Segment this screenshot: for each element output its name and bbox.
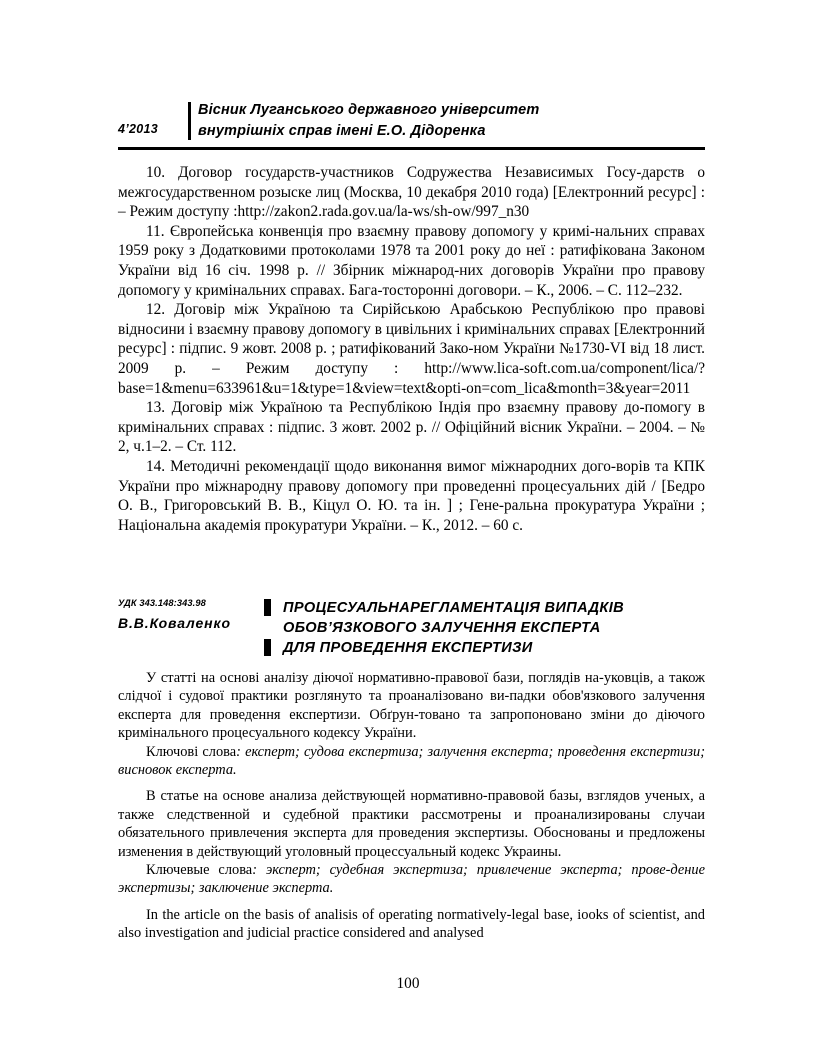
article-title	[283, 598, 703, 658]
title-decoration-bars	[264, 598, 276, 658]
author-name: В.В.Коваленко	[118, 615, 231, 631]
reference-item: 12. Договір між Україною та Сирійською Арабською Республікою про правові відносини і взаємну правову допомогу в цивільних і кримінальних справах [Електронний ресурс] : підпис. 9 жовт. 2008 р. ; ратифікований Зако-ном України №1730-VI від 18 лист. 2009 р. – Режим доступу : http://www.lica-soft.com.ua/component/lica/?base=1&menu=633961&u=1&type=1&view=text&opti-on=com_lica&month=3&year=2011	[118, 301, 705, 397]
reference-item: 10. Договор государств-участников Содружества Независимых Госу-дарств о межгосударственном розыске лиц (Москва, 10 декабря 2010 года) [Електронний ресурс] : – Режим доступу :http://zakon2.rada.gov.ua/la-ws/sh-ow/997_n30	[118, 164, 705, 221]
reference-list	[118, 163, 705, 535]
keywords-russian	[118, 861, 705, 898]
header-divider-bar	[188, 102, 191, 140]
reference-item: 13. Договір між Україною та Республікою Індія про взаємну правову до-помогу в кримінальних справах : підпис. 3 жовт. 2002 р. // Офіційний вісник України. – 2004. – № 2, ч.1–2. – Ст. 112.	[118, 399, 705, 456]
article-title-line3: ДЛЯ ПРОВЕДЕННЯ ЕКСПЕРТИЗИ	[283, 640, 533, 656]
header-rule	[118, 147, 705, 150]
article-title-line2: ОБОВ’ЯЗКОВОГО ЗАЛУЧЕННЯ ЕКСПЕРТА	[283, 620, 601, 636]
page-number: 100	[396, 975, 420, 992]
title-bar-icon	[264, 639, 271, 656]
article-header	[118, 598, 705, 660]
udc-code: УДК 343.148:343.98	[118, 598, 206, 608]
journal-title	[198, 100, 539, 142]
keywords-russian-list: : эксперт; судебная экспертиза; привлечение эксперта; прове-дение экспертизы; заключение эксперта.	[118, 862, 705, 897]
spacer	[118, 779, 705, 787]
title-bar-icon	[264, 599, 271, 616]
journal-title-line2: внутрішніх справ імені Е.О. Дідоренка	[198, 123, 486, 139]
abstract-ukrainian: У статті на основі аналізу діючої нормативно-правової бази, поглядів на-уковців, а також слідчої і судової практики розглянуто та проаналізовано ви-падки обов'язкового залучення експерта для проведення експертизи. Обґрун-товано та запропоновано зміни до діючого кримінального процесуального кодексу України.	[118, 670, 705, 742]
keywords-ukrainian-label: Ключові слова	[146, 743, 237, 760]
article-title-line1: ПРОЦЕСУАЛЬНАРЕГЛАМЕНТАЦІЯ ВИПАДКІВ	[283, 600, 625, 616]
issue-number: 4’2013	[118, 122, 159, 136]
abstract-russian: В статье на основе анализа действующей нормативно-правовой базы, взглядов ученых, а также следственной и судебной практики рассмотрены и проанализированы случаи обязательного привлечения эксперта для проведения экспертизы. Обоснованы и предложены изменения в действующий уголовный процессуальный кодекс Украины.	[118, 788, 705, 860]
keywords-ukrainian	[118, 743, 705, 780]
running-header	[118, 100, 705, 144]
abstract-english: In the article on the basis of analisis of operating normatively-legal base, iooks of scientist, and also investigation and judicial practice considered and analysed	[118, 906, 705, 942]
journal-title-line1: Вісник Луганського державного університет	[198, 102, 540, 118]
reference-item: 11. Європейська конвенція про взаємну правову допомогу у кримі-нальних справах 1959 року з Додатковими протоколами 1978 та 2001 року до неї : ратифікована Законом України від 16 січ. 1998 р. // Збірник міжнарод-них договорів України про правову допомогу у кримінальних справах. Бага-тосторонні договори. – К., 2006. – С. 112–232.	[118, 222, 705, 299]
keywords-russian-label: Ключевые слова	[146, 862, 253, 879]
abstract-section	[118, 669, 705, 943]
reference-item: 14. Методичні рекомендації щодо виконання вимог міжнародних дого-ворів та КПК України про міжнародну правову допомогу при проведенні процесуальних дій / [Бедро О. В., Григоровський В. В., Кіцул О. Ю. та ін. ] ; Гене-ральна прокуратура України ; Національна академія прокуратури України. – К., 2012. – 60 с.	[118, 457, 705, 534]
keywords-ukrainian-list: : експерт; судова експертиза; залучення експерта; проведення експертизи; висновок експерта.	[118, 743, 706, 779]
spacer	[118, 898, 705, 906]
